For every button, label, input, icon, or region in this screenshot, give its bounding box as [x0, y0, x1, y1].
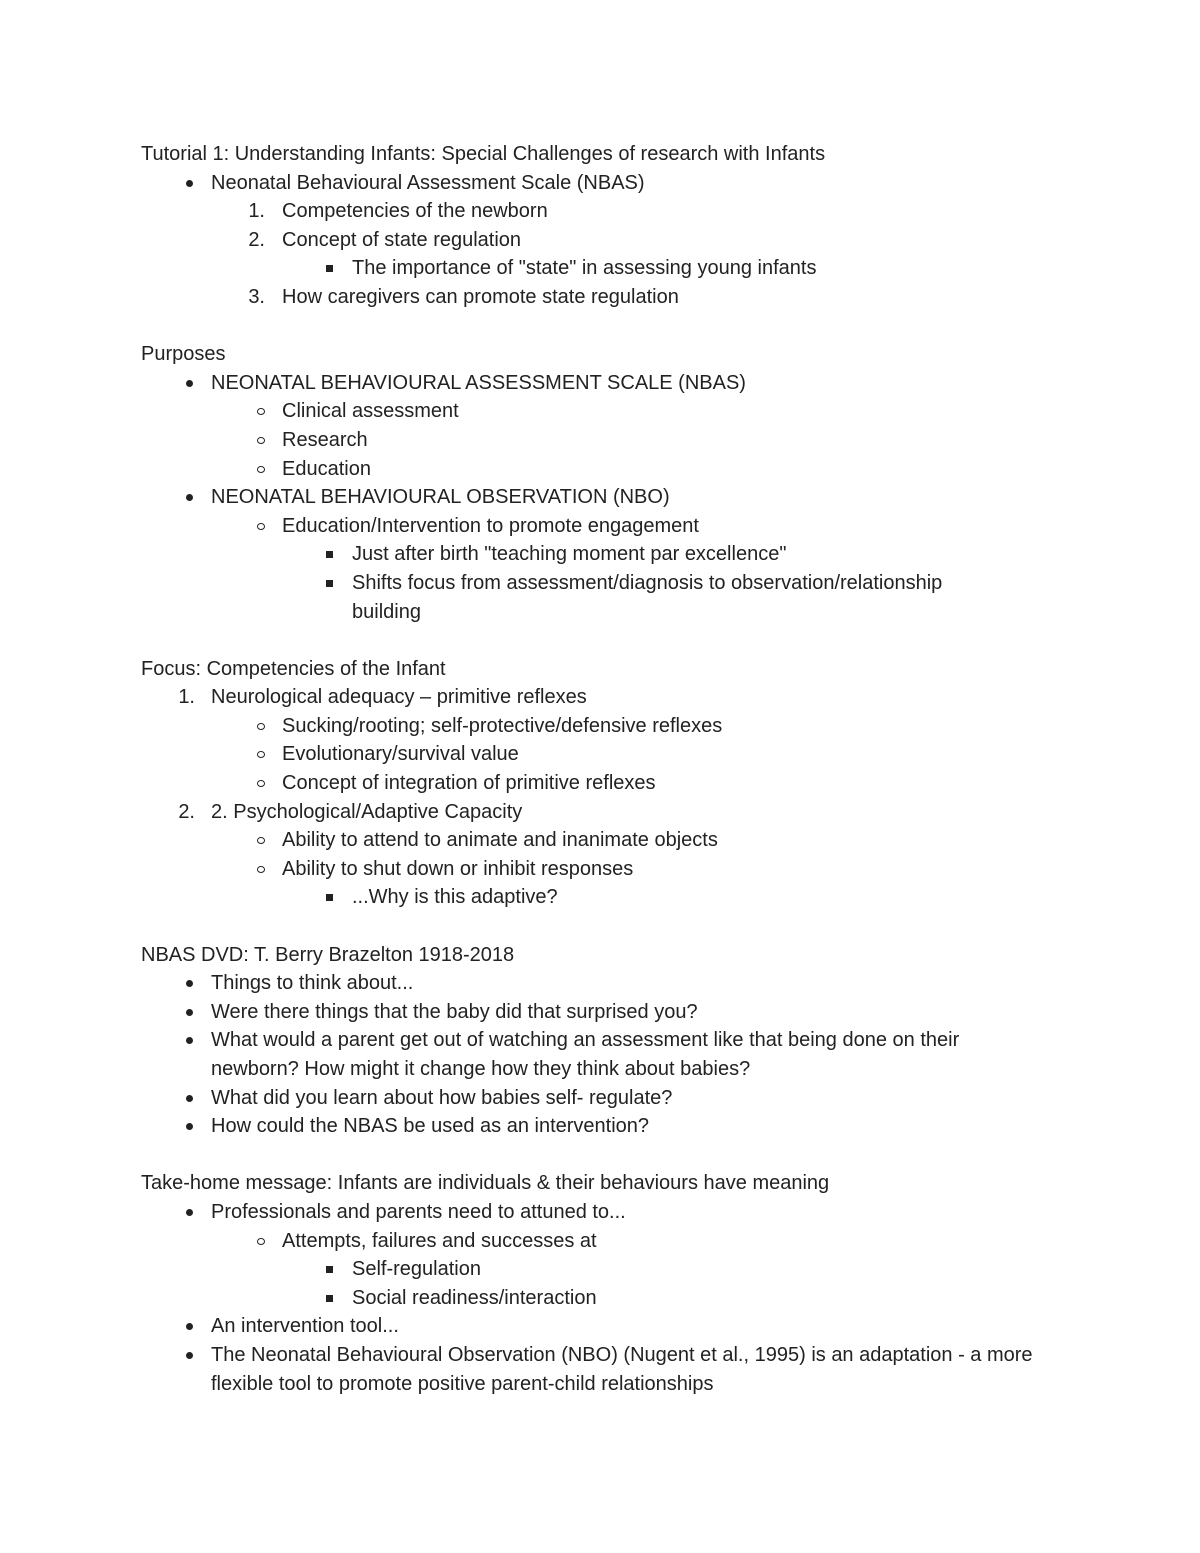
list-item: Social readiness/interaction — [352, 1286, 597, 1309]
list-item: Clinical assessment — [282, 400, 459, 423]
purposes-heading: Purposes — [141, 343, 226, 366]
list-item: 1. Neurological adequacy – primitive reflexes — [141, 683, 1061, 712]
list-item: What did you learn about how babies self- regulate? — [211, 1086, 673, 1109]
list-item: ...Why is this adaptive? — [352, 886, 558, 909]
list-item: An intervention tool... — [211, 1315, 399, 1338]
list-item: NEONATAL BEHAVIOURAL OBSERVATION (NBO) — [211, 486, 670, 509]
list-item: Shifts focus from assessment/diagnosis to observation/relationship building — [352, 571, 943, 623]
nbas-dvd-heading: NBAS DVD: T. Berry Brazelton 1918-2018 — [141, 943, 515, 966]
list-item: Education — [282, 457, 371, 480]
list-item: Attempts, failures and successes at — [282, 1229, 597, 1252]
list-item: What would a parent get out of watching an assessment like that being done on their newborn? How might it change how they think about babies? — [211, 1029, 960, 1080]
focus-heading: Focus: Competencies of the Infant — [141, 657, 446, 680]
list-item: 3. How caregivers can promote state regulation — [141, 283, 1061, 312]
list-item: Research — [282, 428, 368, 451]
list-item: The Neonatal Behavioural Observation (NBO) (Nugent et al., 1995) is an adaptation - a more flexible tool to promote positive parent-child relationships — [211, 1343, 1033, 1395]
list-item: NEONATAL BEHAVIOURAL ASSESSMENT SCALE (NBAS) — [211, 371, 746, 394]
list-item: Concept of integration of primitive reflexes — [282, 772, 656, 795]
list-item: Sucking/rooting; self-protective/defensive reflexes — [282, 714, 723, 737]
list-item: 2. 2. Psychological/Adaptive Capacity — [141, 798, 1061, 827]
list-number: 2. — [248, 228, 265, 251]
list-item: Were there things that the baby did that surprised you? — [211, 1000, 698, 1023]
list-item: Just after birth "teaching moment par excellence" — [352, 543, 787, 566]
list-number: 1. — [248, 200, 265, 223]
list-number: 3. — [248, 285, 265, 308]
list-item: Self-regulation — [352, 1258, 481, 1281]
list-item: Evolutionary/survival value — [282, 743, 519, 766]
list-item: 1. Competencies of the newborn — [141, 197, 1061, 226]
take-home-heading: Take-home message: Infants are individuals & their behaviours have meaning — [141, 1172, 830, 1195]
list-item: Ability to attend to animate and inanimate objects — [282, 829, 718, 852]
tutorial-heading: Tutorial 1: Understanding Infants: Special Challenges of research with Infants — [141, 143, 826, 165]
list-number: 1. — [178, 686, 195, 709]
list-item: The importance of "state" in assessing young infants — [352, 257, 817, 280]
list-item: Neonatal Behavioural Assessment Scale (NBAS) — [211, 171, 645, 194]
list-number: 2. — [178, 800, 195, 823]
list-item: Ability to shut down or inhibit responses — [282, 857, 634, 880]
list-item: How could the NBAS be used as an intervention? — [211, 1115, 650, 1138]
list-item: Professionals and parents need to attuned to... — [211, 1200, 626, 1223]
list-item: 2. Concept of state regulation — [141, 226, 1061, 255]
list-item: Education/Intervention to promote engagement — [282, 514, 699, 537]
document-body — [141, 140, 1061, 1398]
list-item: Things to think about... — [211, 972, 414, 995]
